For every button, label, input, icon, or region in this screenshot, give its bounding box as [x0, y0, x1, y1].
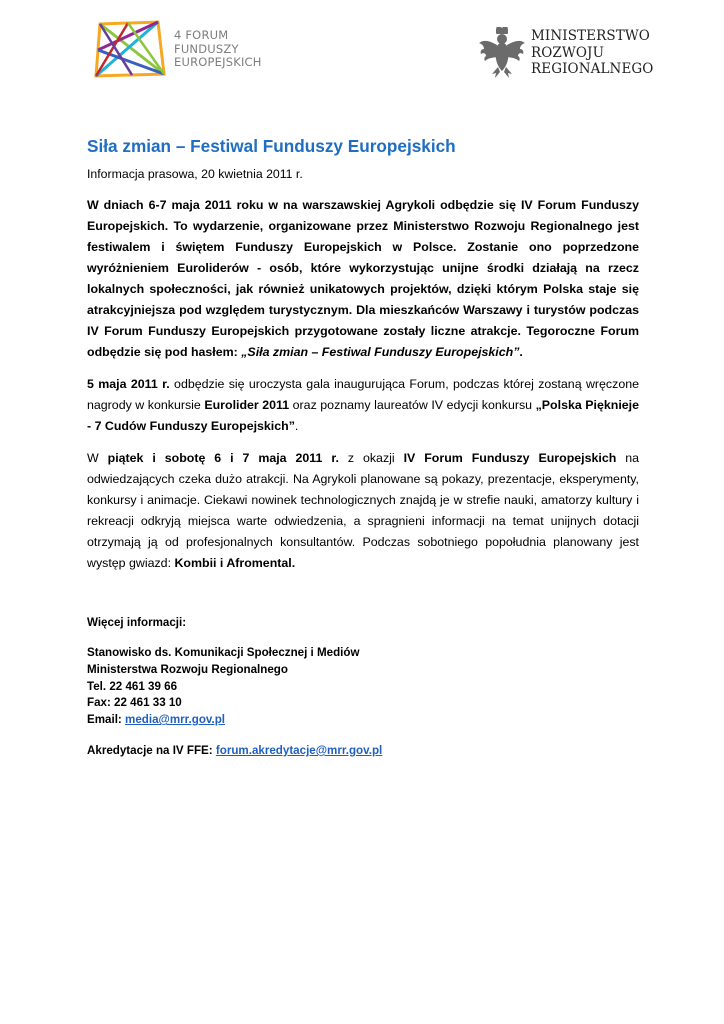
ministry-logo-text — [531, 28, 653, 78]
forum-logo-line: FUNDUSZY — [174, 41, 239, 56]
forum-name: IV Forum Funduszy Europejskich — [403, 451, 617, 465]
accreditation-label: Akredytacje na IV FFE: — [87, 744, 216, 757]
performers: Kombii i Afromental. — [174, 556, 296, 570]
forum-logo-line: 4 FORUM — [174, 28, 229, 42]
lead-text: W dniach 6-7 maja 2011 roku w na warszawskiej Agrykoli odbędzie się IV Forum Funduszy Europejskich. To wydarzenie, organizowane przez Ministerstwo Rozwoju Regionalnego jest festiwalem i świętem Funduszy Europejskich w Polsce. Zostanie ono poprzedzone wyróżnieniem Euroliderów - osób, które wykorzystując unijne środki działają na rzecz lokalnych społeczności, jak również unikatowych projektów, dzięki którym Polska staje się atrakcyjniejsza pod względem turystycznym. Dla mieszkańców Warszawy i turystów podczas IV Forum Funduszy Europejskich przygotowane zostały liczne atrakcje. Tegoroczne Forum odbędzie się pod hasłem: — [87, 198, 639, 359]
press-release-date: Informacja prasowa, 20 kwietnia 2011 r. — [87, 167, 303, 181]
gala-paragraph — [87, 374, 639, 437]
lead-paragraph — [87, 195, 639, 363]
attractions-start: W — [87, 451, 108, 465]
contact-email-row — [87, 712, 360, 729]
email-label: Email: — [87, 713, 126, 727]
accreditation-email-link[interactable]: forum.akredytacje@mrr.gov.pl — [215, 744, 383, 757]
eagle-emblem-icon — [478, 27, 526, 79]
contest-name: „Polska Piękniejе - 7 Cudów Funduszy Europejskich” — [87, 398, 639, 433]
lead-slogan: „Siła zmian – Festiwal Funduszy Europejskich” — [241, 345, 520, 359]
ministry-logo-line: MINISTERSTWO — [531, 28, 650, 44]
contact-block — [87, 645, 360, 729]
article-title: Siła zmian – Festiwal Funduszy Europejskich — [87, 136, 456, 156]
forum-logo-line: EUROPEJSKICH — [174, 55, 262, 69]
attractions-paragraph — [87, 448, 639, 574]
page-header — [0, 0, 724, 110]
ministry-logo-line: REGIONALNEGO — [531, 61, 654, 77]
contact-fax: Fax: 22 461 33 10 — [87, 696, 182, 710]
forum-logo-text — [174, 29, 262, 70]
gala-date: 5 maja 2011 r. — [87, 377, 170, 391]
forum-logo-icon — [92, 18, 168, 80]
ministry-logo-line: ROZWOJU — [531, 44, 605, 61]
more-info-heading: Więcej informacji: — [87, 616, 187, 629]
contact-office: Stanowisko ds. Komunikacji Społecznej i Mediów — [87, 646, 360, 659]
gala-end: . — [294, 419, 299, 433]
contact-phone: Tel. 22 461 39 66 — [87, 679, 178, 693]
lead-end: . — [519, 345, 523, 359]
contact-ministry: Ministerstwa Rozwoju Regionalnego — [87, 662, 288, 676]
accreditation-row — [87, 743, 382, 760]
attractions-text-b: na odwiedzających czeka dużo atrakcji. Na Agrykoli planowane są pokazy, prezentacje, eksperymenty, konkursy i animacje. Ciekawi nowinek technologicznych znajdą je w strefie nauki, amatorzy kultury i rekreacji odkryją miejsca warte odwiedzenia, a spragnieni informacji na temat unijnych dotacji otrzymają ją od profesjonalnych konsultantów. Podczas sobotniego popołudnia planowany jest występ gwiazd: — [87, 451, 639, 570]
gala-text-b: oraz poznamy laureatów IV edycji konkursu — [289, 398, 536, 412]
eurolider-award: Eurolider 2011 — [204, 398, 290, 412]
email-link[interactable]: media@mrr.gov.pl — [125, 713, 226, 727]
attractions-text-a: z okazji — [338, 451, 404, 465]
event-dates: piątek i sobotę 6 i 7 maja 2011 r. — [107, 451, 339, 465]
gala-text-a: odbędzie się uroczysta gala inaugurująca Forum, podczas której zostaną wręczone nagrody w konkursie — [87, 377, 639, 412]
